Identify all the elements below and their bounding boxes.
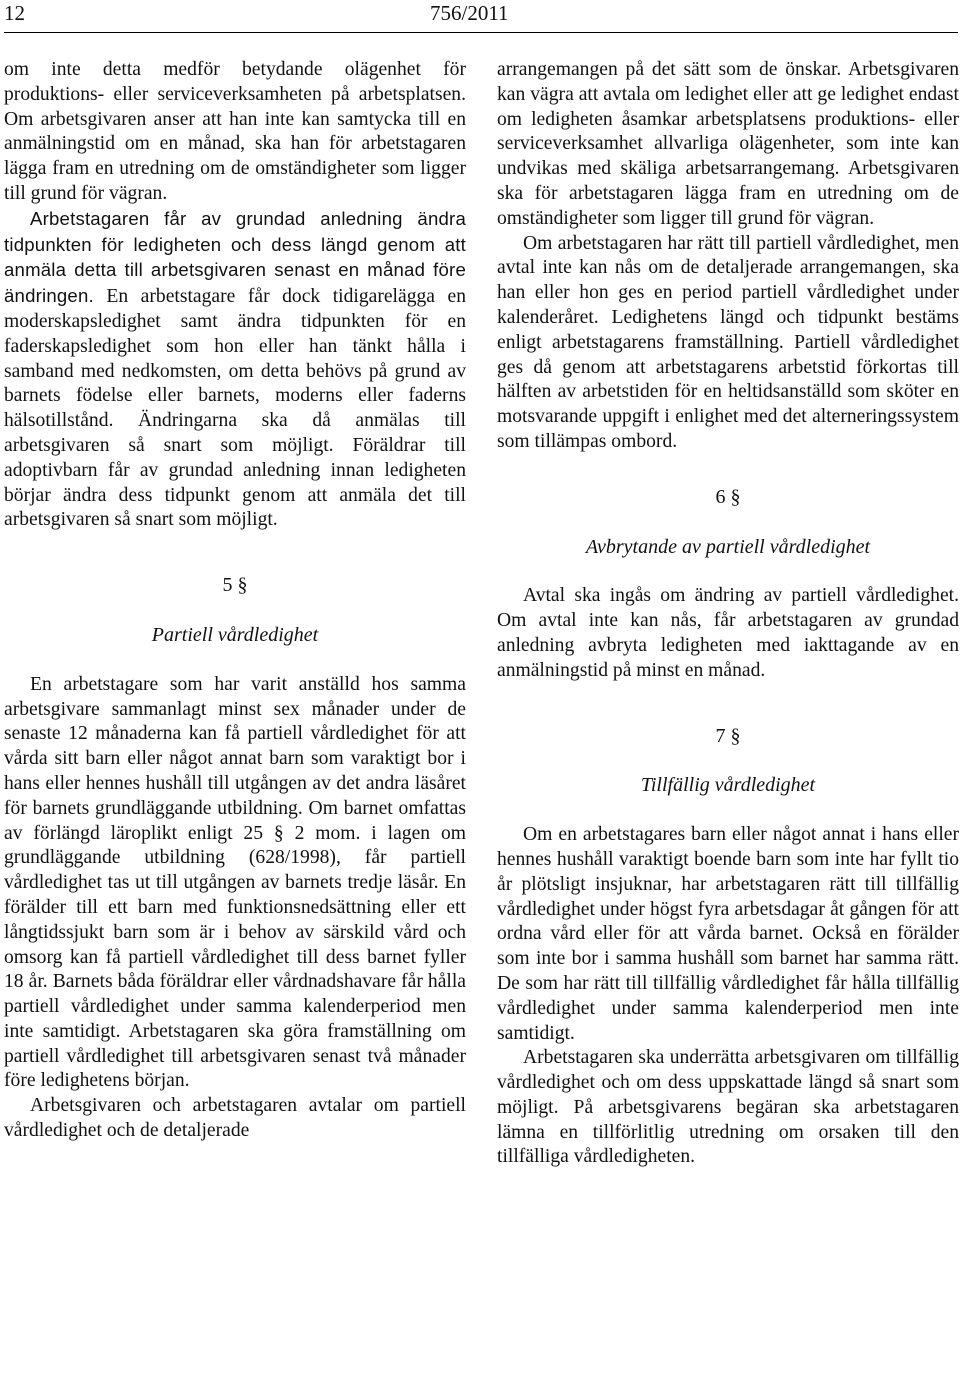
left-column: [4, 58, 466, 1144]
paragraph-partial-leave: En arbetstagare som har varit anställd hos samma arbetsgivare sammanlagt minst sex månader under de senaste 12 månaderna kan få partiell vårdledighet för att vårda sitt barn eller något annat barn som varaktigt bor i hans eller hennes hushåll till utgången av det andra läsåret för barnets grundläggande utbildning. Om barnet omfattas av förlängd läroplikt enligt 25 § 2 mom. i lagen om grundläggande utbildning (628/1998), får partiell vårdledighet tas ut till utgången av barnets tredje läsår. En förälder till ett barn med funktionsnedsättning eller ett långtidssjukt barn som är i behov av särskild vård och omsorg kan få partiell vårdledighet till dess barnet fyller 18 år. Barnets båda föräldrar eller vårdnadshavare får hålla partiell vårdledighet under samma kalenderperiod men inte samtidigt. Arbetstagaren ska göra framställning om partiell vårdledighet till arbetsgivaren senast två månader före ledighetens början.: [4, 673, 466, 1092]
paragraph-continued: om inte detta medför betydande olägenhet för produktions- eller serviceverksamheten på arbetsplatsen. Om arbetsgivaren anser att han inte kan samtycka till en anmälningstid om en månad, ska han för arbetstagaren lägga fram en utredning om de omständigheter som ligger till grund för vägran.: [4, 59, 466, 204]
section-5-title: Partiell vårdledighet: [151, 623, 319, 646]
section-spacer: [4, 533, 466, 573]
section-7-title: Tillfällig vårdledighet: [640, 774, 816, 797]
section-spacer: [497, 748, 959, 773]
page-header: [0, 0, 960, 30]
paragraph-temporary-leave: Om en arbetstagares barn eller något annat i hans eller hennes hushåll varaktigt boende barn som inte har fyllt tio år plötsligt insjuknar, har arbetstagaren rätt till tillfällig vårdledighet under högst fyra arbetsdagar åt gången för att ordna vård eller för att vårda barnet. Också en förälder som inte bor i samma hushåll som barnet har samma rätt. De som har rätt till tillfällig vårdledighet får hålla tillfällig vårdledighet under samma kalenderperiod men inte samtidigt.: [497, 824, 959, 1044]
paragraph-right-to-leave: Om arbetstagaren har rätt till partiell vårdledighet, men avtal inte kan nås om de detaljerade arrangemangen, ska han eller hon ges en period partiell vårdledighet under kalenderåret. Ledighetens längd och tidpunkt bestäms enligt arbetstagarens framställning. Partiell vårdledighet ges då genom att arbetstagarens arbetstid förkortas till hälften av arbetstiden för en heltidsanställd som sköter en motsvarande uppgift i enlighet med det alterneringssystem som tillämpas ombord.: [497, 232, 959, 452]
section-spacer: [4, 598, 466, 623]
paragraph-change-of-leave: [4, 207, 466, 533]
section-spacer: [497, 455, 959, 485]
section-7-number: 7 §: [715, 724, 741, 747]
page-number: 12: [4, 1, 25, 25]
paragraph-arrangements: arrangemangen på det sätt som de önskar. Arbetsgivaren kan vägra att avtala om ledighet eller att ge ledighet endast om ledigheten åsamkar arbetsplatsens produktions- eller serviceverksamhet allvarliga olägenheter, som inte kan undvikas med skäliga arbetsarrangemang. Arbetsgivaren ska för arbetstagaren lägga fram en utredning om de omständigheter som ligger till grund för vägran.: [497, 59, 959, 229]
paragraph-agreement: Arbetsgivaren och arbetstagaren avtalar om partiell vårdledighet och de detaljerade: [4, 1095, 466, 1142]
header-rule: [4, 32, 958, 33]
right-column: [497, 58, 959, 1170]
paragraph-notification: Arbetstagaren ska underrätta arbetsgivaren om tillfällig vårdledighet och om dess uppskattade längd så snart som möjligt. På arbetsgivarens begäran ska arbetstagaren lämna en tillförlitlig utredning om orsaken till den tillfälliga vårdledigheten.: [497, 1047, 959, 1168]
paragraph-serif-run: En arbetstagare får dock tidigarelägga en moderskapsledighet samt ändra tidpunkten för en faderskapsledighet som hon eller han tänkt hålla i samband med nedkomsten, om detta behövs på grund av barnets födelse eller barnets, moderns eller faderns hälsotillstånd. Ändringarna ska då anmälas till arbetsgivaren så snart som möjligt. Föräldrar till adoptivbarn får av grundad anledning innan ledigheten börjar ändra dess tidpunkt genom att anmäla det till arbetsgivaren så snart som möjligt.: [4, 286, 466, 531]
section-spacer: [497, 798, 959, 823]
section-spacer: [497, 684, 959, 724]
section-spacer: [497, 559, 959, 584]
section-6-number: 6 §: [715, 485, 741, 508]
section-6-title: Avbrytande av partiell vårdledighet: [585, 535, 871, 558]
section-spacer: [497, 510, 959, 535]
paragraph-interruption: Avtal ska ingås om ändring av partiell vårdledighet. Om avtal inte kan nås, får arbetstagaren av grundad anledning avbryta ledigheten med iakttagande av en anmälningstid på minst en månad.: [497, 585, 959, 681]
section-spacer: [4, 648, 466, 673]
document-number: 756/2011: [430, 1, 509, 25]
section-5-number: 5 §: [222, 574, 248, 597]
paragraph-sans-run: Arbetstagaren får av grundad anledning ändra tidpunkten för ledigheten och dess längd genom att anmäla detta till arbetsgivaren senast en månad före ändringen.: [4, 207, 466, 307]
